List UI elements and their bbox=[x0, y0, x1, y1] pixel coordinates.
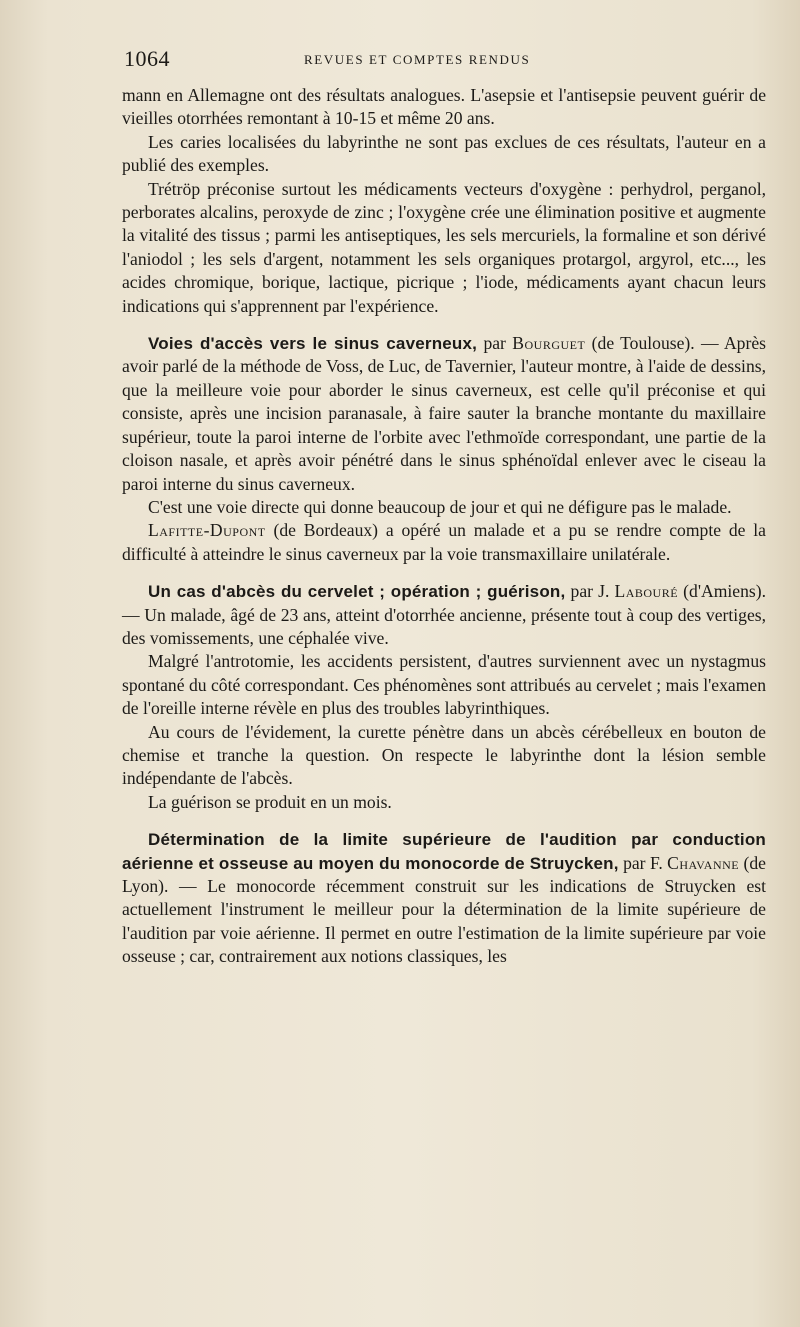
abstract-body: (de Lyon). — Le monocorde récemment construit sur les indications de Struycken est actuellement l'instrument le meilleur pour la détermination de la limite supérieure de l'audition par voie aérienne. Il permet en outre l'estimation de la limite supérieure par voie osseuse ; car, contrairement aux notions classiques, les bbox=[122, 852, 766, 967]
abstract-by: par bbox=[483, 333, 506, 354]
abstract-title: Détermination de la limite supérieure de l'audition par conduction aérienne et osseuse au moyen du monocorde de Struycken, bbox=[122, 830, 766, 873]
abstract-by: par J. bbox=[570, 581, 610, 602]
abstract-by: par F. bbox=[623, 852, 663, 873]
running-head: REVUES ET COMPTES RENDUS bbox=[304, 52, 531, 67]
paragraph-antrotomie: Malgré l'antrotomie, les accidents persistent, d'autres surviennent avec un nystagmus spontané du côté correspondant. Ces phénomènes sont attribués au cervelet ; mais l'examen de l'oreille interne révèle en plus des troubles labyrinthiques. bbox=[122, 651, 766, 719]
paragraph-tretrop: Trétröp préconise surtout les médicaments vecteurs d'oxygène : perhydrol, perganol, perborates alcalins, peroxyde de zinc ; l'oxygène crée une élimination positive et augmente la vitalité des tissus ; parmi les antiseptiques, les sels mercuriels, la formaline et son dérivé l'aniodol ; les sels d'argent, notamment les sels organiques protargol, argyrol, etc..., les acides chromique, borique, lactique, picrique ; l'iode, médicaments ayant chacun leurs indications qui s'apprennent par l'expérience. bbox=[122, 178, 766, 316]
abstract-author: Labouré bbox=[614, 581, 679, 602]
abstract-monocorde bbox=[122, 828, 766, 968]
abstract-author: Bourguet bbox=[512, 333, 586, 354]
abstract-title: Voies d'accès vers le sinus caverneux, bbox=[148, 334, 478, 354]
paragraph-voie-directe: C'est une voie directe qui donne beaucoup de jour et qui ne défigure pas le malade. bbox=[148, 496, 732, 517]
abstract-sinus-caverneux bbox=[122, 332, 766, 496]
abstract-place: (de Toulouse). bbox=[591, 333, 695, 354]
abstract-body: — Après avoir parlé de la méthode de Voss, de Luc, de Tavernier, l'auteur montre, à l'aide de dessins, que la meilleure voie pour aborder le sinus caverneux, est celle qu'il préconise et qui consiste, après une incision paranasale, à faire sauter la branche montante du maxillaire supérieur, toute la paroi interne de l'orbite avec l'ethmoïde correspondant, une partie de la cloison nasale, et après avoir pénétré dans le sinus sphénoïdal enlever avec le ciseau la paroi interne du sinus caverneux. bbox=[122, 333, 766, 494]
abstract-abces-cervelet bbox=[122, 580, 766, 650]
discussant-body: (de Bordeaux) a opéré un malade et a pu se rendre compte de la difficulté à atteindre le sinus caverneux par la voie transmaxillaire unilatérale. bbox=[122, 520, 766, 564]
paragraph-guerison: La guérison se produit en un mois. bbox=[148, 791, 392, 812]
paragraph-continuation: mann en Allemagne ont des résultats analogues. L'asepsie et l'antisepsie peuvent guérir de vieilles otorrhées remontant à 10-15 et même 20 ans. bbox=[122, 85, 766, 129]
page-header bbox=[124, 46, 764, 76]
paragraph-caries: Les caries localisées du labyrinthe ne sont pas exclues de ces résultats, l'auteur en a publié des exemples. bbox=[122, 131, 766, 176]
paragraph-lafitte-dupont bbox=[122, 519, 766, 566]
paragraph-evidement: Au cours de l'évidement, la curette pénètre dans un abcès cérébelleux en bouton de chemise et tranche la question. On respecte le labyrinthe dont la lésion semble indépendante de l'abcès. bbox=[122, 721, 766, 789]
abstract-body: (d'Amiens). — Un malade, âgé de 23 ans, atteint d'otorrhée ancienne, présente tout à coup des vertiges, des vomissements, une céphalée vive. bbox=[122, 581, 766, 648]
page-body bbox=[122, 84, 766, 969]
page-number: 1064 bbox=[124, 46, 170, 71]
abstract-author: Chavanne bbox=[667, 852, 740, 873]
abstract-title: Un cas d'abcès du cervelet ; opération ; guérison, bbox=[148, 582, 566, 602]
discussant-author: Lafitte-Dupont bbox=[148, 520, 266, 541]
